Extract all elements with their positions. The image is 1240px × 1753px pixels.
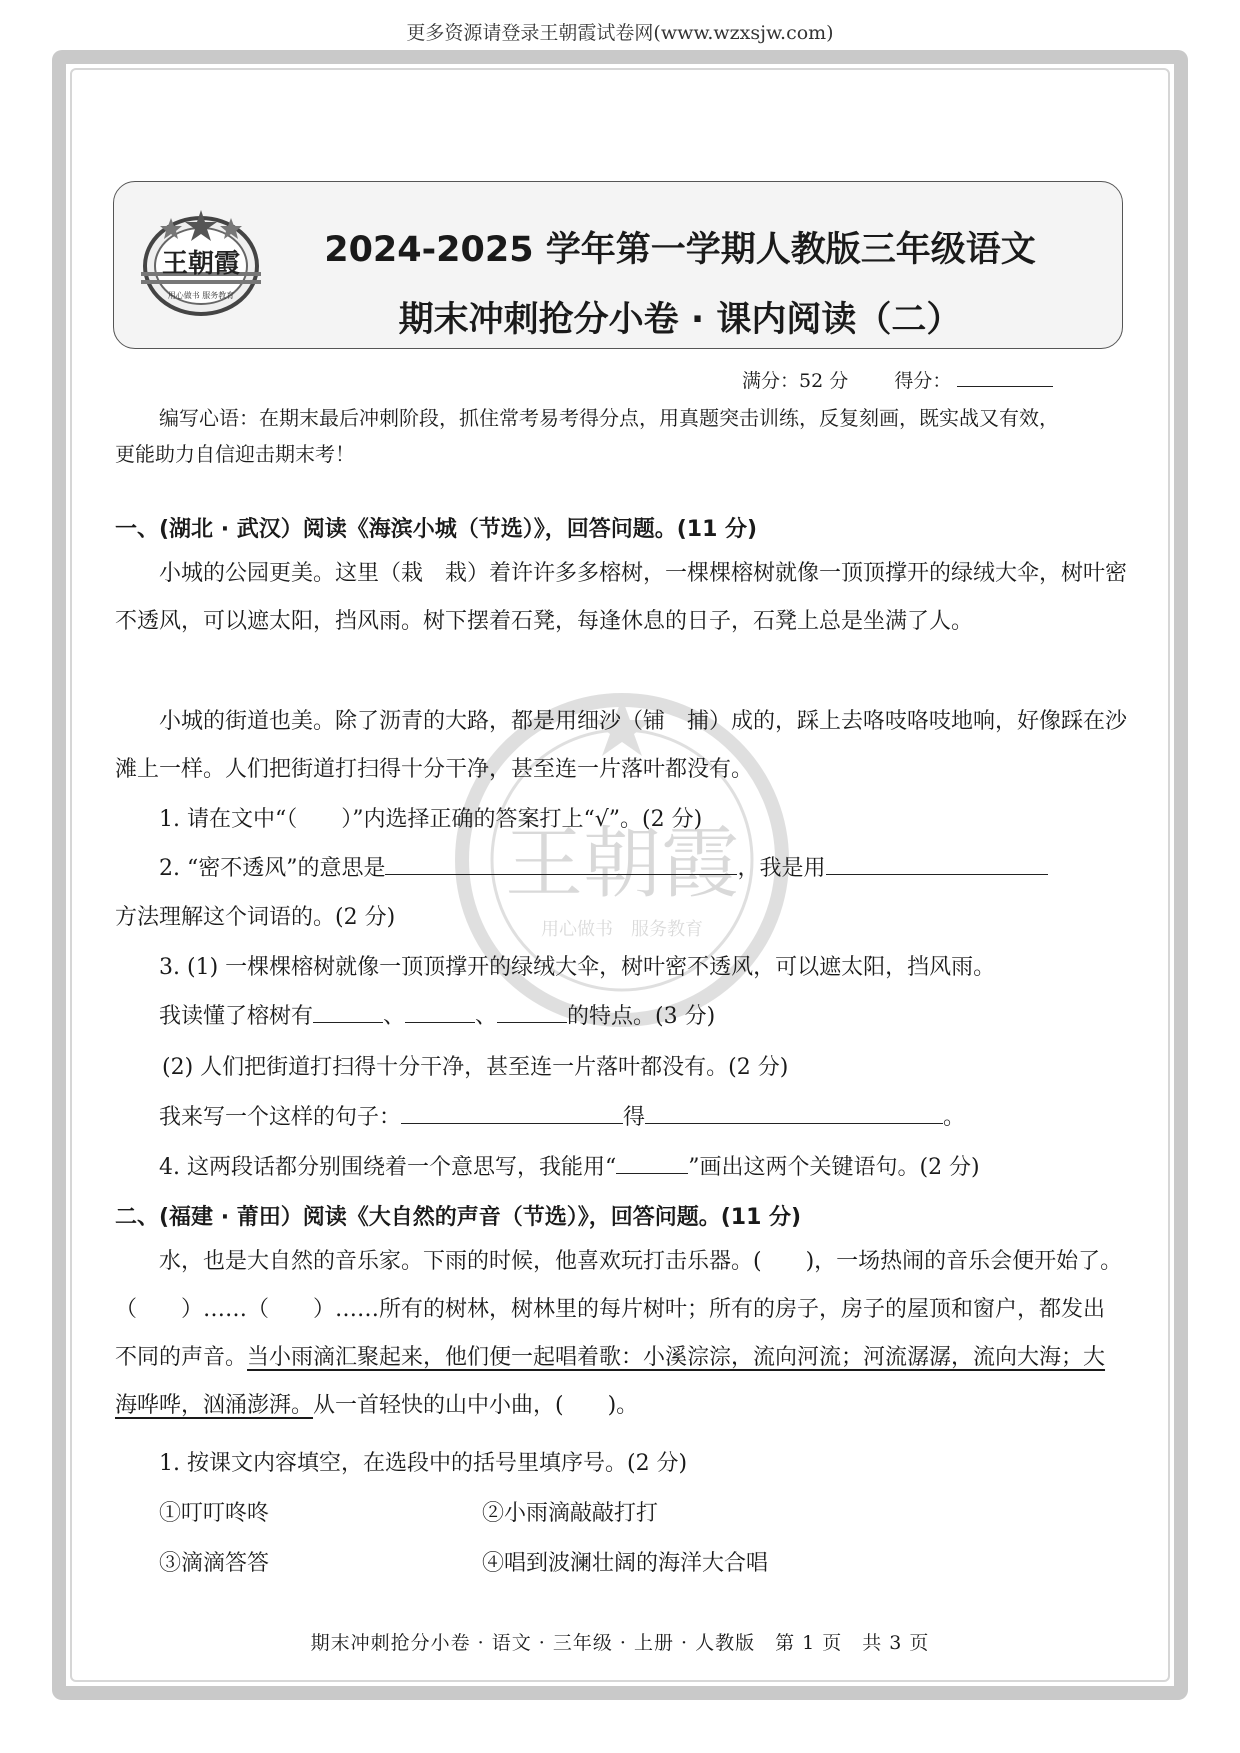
score-line <box>742 366 1053 393</box>
q3-2-text-a: 我来写一个这样的句子： <box>159 1105 402 1130</box>
section1-question-4 <box>159 1150 1169 1181</box>
q3-1-sep-2: 、 <box>475 1004 498 1029</box>
option-4: ④唱到波澜壮阔的海洋大合唱 <box>482 1551 769 1576</box>
section2-paragraph <box>115 1238 1127 1430</box>
section1-paragraph-1: 小城的公园更美。这里（栽 栽）着许许多多榕树，一棵棵榕树就像一顶顶撑开的绿绒大伞，树叶密不透风，可以遮太阳，挡风雨。树下摆着石凳，每逢休息的日子，石凳上总是坐满了人。 <box>115 561 1128 634</box>
q3-2-text-c: 。 <box>943 1105 966 1130</box>
logo-subtext: 用心做书 服务教育 <box>167 291 235 300</box>
watermark-subtext: 用心做书 服务教育 <box>541 919 703 940</box>
top-banner: 更多资源请登录王朝霞试卷网(www.wzxsjw.com) <box>406 22 834 44</box>
section1-question-3-2: (2) 人们把街道打扫得十分干净，甚至连一片落叶都没有。(2 分) <box>162 1055 789 1080</box>
section2-underlined-sentence: 当小雨滴汇聚起来，他们便一起唱着歌：小溪淙淙，流向河流；河流潺潺，流向大海；大海哗哗，汹涌澎湃。 <box>115 1345 1106 1418</box>
q3-2-text-b: 得 <box>623 1105 646 1130</box>
logo-text: 王朝霞 <box>161 249 241 279</box>
q4-text-b: ”画出这两个关键语句。(2 分) <box>688 1155 980 1180</box>
title-line-2: 期末冲刺抢分小卷 · 课内阅读（二） <box>398 300 962 340</box>
q3-1-text-b: 的特点。(3 分) <box>567 1004 716 1029</box>
q2-text-a: 2. “密不透风”的意思是 <box>159 856 386 881</box>
q4-text-a: 4. 这两段话都分别围绕着一个意思写，我能用“ <box>159 1155 617 1180</box>
q4-underline-sample <box>616 1155 688 1174</box>
section2-question-1: 1. 按课文内容填空，在选段中的括号里填序号。(2 分) <box>159 1451 688 1476</box>
section1-paragraph-2: 小城的街道也美。除了沥青的大路，都是用细沙（铺 捕）成的，踩上去咯吱咯吱地响，好像踩在沙滩上一样。人们把街道打扫得十分干净，甚至连一片落叶都没有。 <box>115 709 1128 782</box>
title-line-1: 2024-2025 学年第一学期人教版三年级语文 <box>324 230 1036 270</box>
section2-heading: 二、(福建 · 莆田）阅读《大自然的声音（节选）》，回答问题。(11 分) <box>115 1205 802 1230</box>
q2-continuation: 方法理解这个词语的。(2 分) <box>115 905 396 930</box>
q3-1-blank-1[interactable] <box>313 1004 383 1023</box>
q2-blank-method[interactable] <box>826 856 1048 875</box>
section1-question-1: 1. 请在文中“（ ）”内选择正确的答案打上“√”。(2 分) <box>159 807 703 832</box>
option-2: ②小雨滴敲敲打打 <box>482 1501 659 1526</box>
section1-question-2 <box>159 851 1169 882</box>
option-1: ①叮叮咚咚 <box>159 1501 270 1526</box>
full-score: 满分：52 分 <box>742 370 849 392</box>
q3-1-text-a: 我读懂了榕树有 <box>159 1004 314 1029</box>
q3-1-sep-1: 、 <box>383 1004 406 1029</box>
q2-blank-meaning[interactable] <box>385 856 737 875</box>
note-line-2: 更能助力自信迎击期末考！ <box>115 442 355 466</box>
option-3: ③滴滴答答 <box>159 1551 270 1576</box>
publisher-logo <box>137 208 265 318</box>
q3-1-answer-line <box>159 999 1169 1030</box>
watermark-text: 王朝霞 <box>504 819 740 909</box>
q3-2-blank-2[interactable] <box>645 1105 943 1124</box>
q3-2-blank-1[interactable] <box>401 1105 623 1124</box>
got-score-blank[interactable] <box>957 370 1053 387</box>
q3-1-blank-2[interactable] <box>405 1004 475 1023</box>
section1-heading: 一、(湖北 · 武汉）阅读《海滨小城（节选）》，回答问题。(11 分) <box>115 517 758 542</box>
section2-paragraph-end: 从一首轻快的山中小曲，( )。 <box>313 1393 639 1418</box>
q3-2-answer-line <box>159 1100 1169 1131</box>
note-line-1: 编写心语：在期末最后冲刺阶段，抓住常考易考得分点，用真题突击训练，反复刻画，既实战又有效， <box>159 406 1059 430</box>
q2-text-b: ，我是用 <box>737 856 826 881</box>
q3-1-blank-3[interactable] <box>497 1004 567 1023</box>
section1-question-3-1: 3. (1) 一棵棵榕树就像一顶顶撑开的绿绒大伞，树叶密不透风，可以遮太阳，挡风雨。 <box>159 955 996 980</box>
got-score-label: 得分： <box>894 370 952 392</box>
section2-paragraph-start: 水，也是大自然的音乐家。下雨的时候，他喜欢玩打击乐器。( )，一场热闹的音乐会便开始了。（ ）……（ ）……所有的树林，树林里的每片树叶；所有的房子，房子的屋顶和窗户，都发出不同的声音。 <box>115 1249 1123 1370</box>
page-footer: 期末冲刺抢分小卷 · 语文 · 三年级 · 上册 · 人教版 第 1 页 共 3 页 <box>310 1632 930 1654</box>
author-note <box>115 400 1125 472</box>
